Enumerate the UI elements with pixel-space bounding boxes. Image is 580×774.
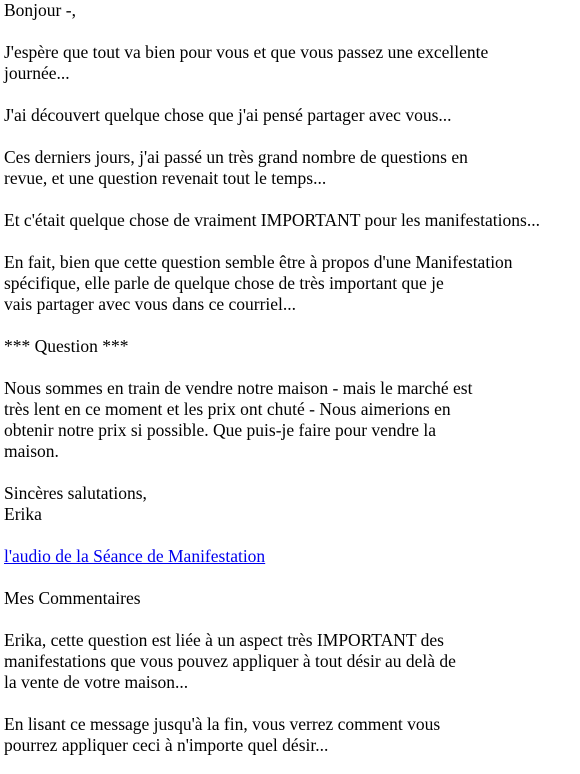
paragraph-line: J'espère que tout va bien pour vous et que vous passez une excellente (4, 42, 489, 62)
paragraph-wellbeing (4, 42, 580, 84)
question-heading (4, 336, 580, 357)
paragraph-line: Erika, cette question est liée à un aspect très IMPORTANT des (4, 630, 444, 650)
paragraph-questions-review (4, 147, 580, 189)
greeting-text: Bonjour -, (4, 0, 76, 20)
question-heading-text: *** Question *** (4, 336, 129, 356)
paragraph-comment-intro (4, 630, 580, 693)
paragraph-line: la vente de votre maison... (4, 672, 189, 692)
paragraph-important (4, 210, 580, 231)
comments-heading-text: Mes Commentaires (4, 588, 141, 608)
signoff-name: Erika (4, 504, 42, 524)
paragraph-question-body (4, 378, 580, 462)
paragraph-line: Et c'était quelque chose de vraiment IMPORTANT pour les manifestations... (4, 210, 540, 230)
greeting (4, 0, 580, 21)
paragraph-line: obtenir notre prix si possible. Que puis-je faire pour vendre la (4, 420, 437, 440)
paragraph-line: Nous sommes en train de vendre notre maison - mais le marché est (4, 378, 473, 398)
paragraph-specific-manifestation (4, 252, 580, 315)
paragraph-line: En fait, bien que cette question semble être à propos d'une Manifestation (4, 252, 513, 272)
paragraph-line: manifestations que vous pouvez appliquer à tout désir au delà de (4, 651, 456, 671)
signoff-salutation: Sincères salutations, (4, 483, 147, 503)
paragraph-reading-end (4, 714, 580, 756)
audio-session-link[interactable]: l'audio de la Séance de Manifestation (4, 546, 266, 566)
paragraph-line: revue, et une question revenait tout le temps... (4, 168, 327, 188)
paragraph-line: maison. (4, 441, 59, 461)
audio-link-paragraph (4, 546, 580, 567)
comments-heading (4, 588, 580, 609)
paragraph-line: spécifique, elle parle de quelque chose de très important que je (4, 273, 444, 293)
paragraph-line: pourrez appliquer ceci à n'importe quel désir... (4, 735, 329, 755)
paragraph-line: Ces derniers jours, j'ai passé un très grand nombre de questions en (4, 147, 468, 167)
paragraph-discovery (4, 105, 580, 126)
signoff (4, 483, 580, 525)
paragraph-line: très lent en ce moment et les prix ont chuté - Nous aimerions en (4, 399, 451, 419)
paragraph-line: journée... (4, 63, 70, 83)
paragraph-line: vais partager avec vous dans ce courriel... (4, 294, 297, 314)
paragraph-line: J'ai découvert quelque chose que j'ai pensé partager avec vous... (4, 105, 452, 125)
paragraph-line: En lisant ce message jusqu'à la fin, vous verrez comment vous (4, 714, 441, 734)
